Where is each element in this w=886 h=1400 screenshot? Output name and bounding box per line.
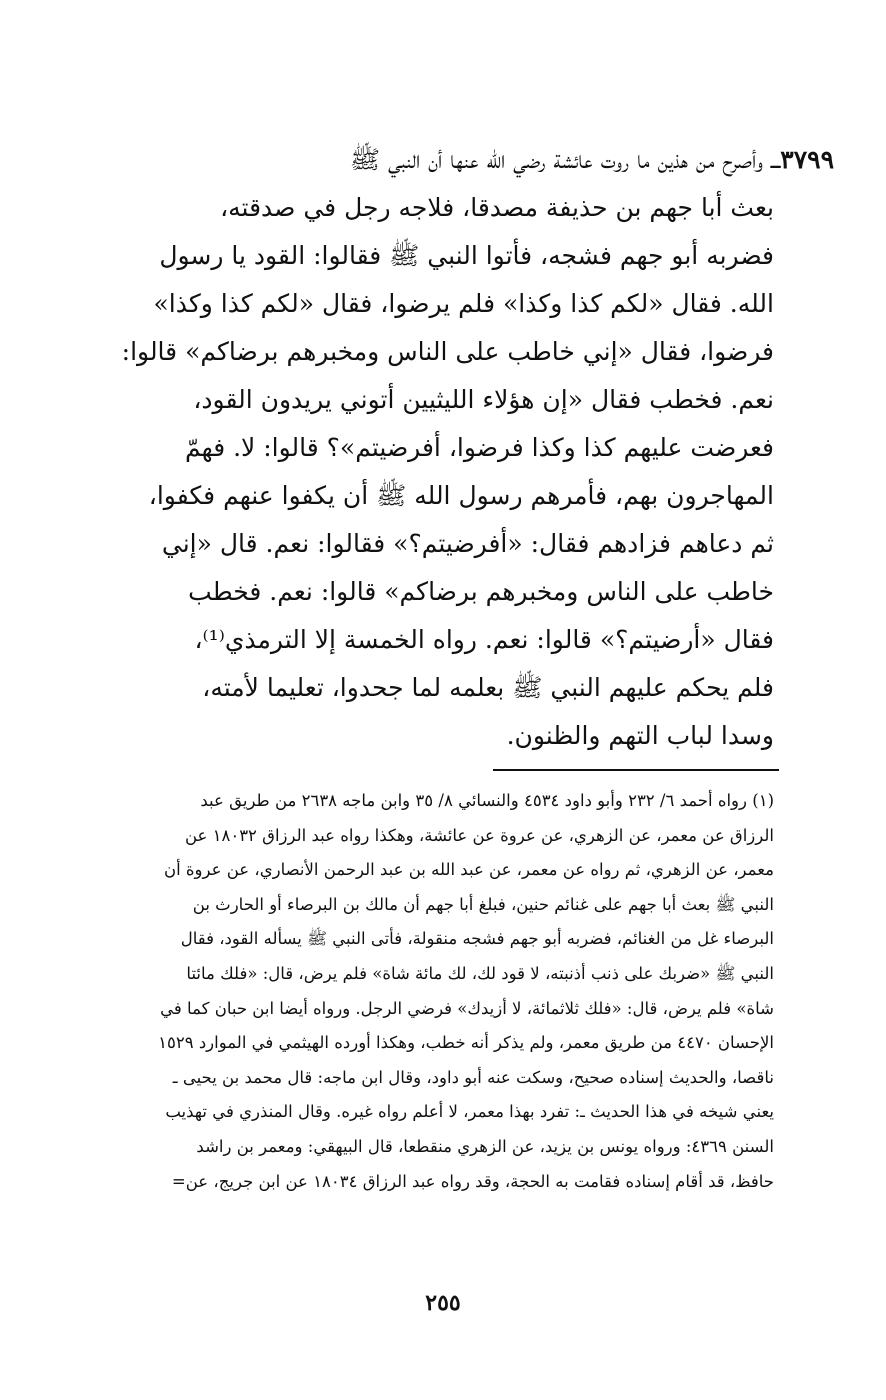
- footnote-line: النبي ﷺ بعث أبا جهم على غنائم حنين، فبلغ أبا جهم أن مالك بن البرصاء أو الحارث بن: [192, 894, 774, 914]
- footnote-line: حافظ، قد أقام إسناده فقامت به الحجة، وقد رواه عبد الرزاق ١٨٠٣٤ عن ابن جريج، عن=: [171, 1171, 774, 1191]
- footnote-line: (١) رواه أحمد ٦/ ٢٣٢ وأبو داود ٤٥٣٤ والنسائي ٨/ ٣٥ وابن ماجه ٢٦٣٨ من طريق عبد: [200, 791, 774, 810]
- main-text-line-content: ـــ وأصرح من هذين ما روت عائشة رضي الله عنها أن النبي ﷺ: [349, 145, 781, 174]
- main-text-line: فعرضت عليهم كذا وكذا فرضوا، أفرضيتم»؟ قالوا: لا. فهمّ: [185, 433, 774, 462]
- footnote-line: الإحسان ٤٤٧٠ من طريق معمر، ولم يذكر أنه خطب، وهكذا أورده الهيثمي في الموارد ١٥٢٩: [158, 1033, 774, 1053]
- main-text-line: ثم دعاهم فزادهم فقال: «أفرضيتم؟» فقالوا: نعم. قال «إني: [161, 529, 774, 558]
- footnotes: [100, 784, 774, 1199]
- main-text-line: الله. فقال «لكم كذا وكذا» فلم يرضوا، فقال «لكم كذا وكذا»: [153, 289, 774, 318]
- page-number: ٢٥٥: [425, 1290, 461, 1316]
- footnote-line: يعني شيخه في هذا الحديث ـ: تفرد بهذا معمر، لا أعلم رواه غيره. وقال المنذري في تهذيب: [165, 1102, 774, 1122]
- main-text-line: [100, 136, 834, 184]
- footnote-divider: [493, 769, 779, 771]
- footnote-line: البرصاء غل من الغنائم، فضربه أبو جهم فشجه منقولة، فأتى النبي ﷺ يسأله القود، فقال: [180, 929, 774, 949]
- footnote-line: معمر، عن الزهري، ثم رواه عن معمر، عن عبد الله بن عبد الرحمن الأنصاري، عن عروة أن: [163, 860, 774, 880]
- main-text-line: فضربه أبو جهم فشجه، فأتوا النبي ﷺ فقالوا: القود يا رسول: [159, 241, 774, 270]
- footnote-line: الرزاق عن معمر، عن الزهري، عن عروة عن عائشة، وهكذا رواه عبد الرزاق ١٨٠٣٢ عن: [184, 825, 774, 845]
- footnote-line: شاة» فلم يرض، قال: «فلك ثلاثمائة، لا أزيدك» فرضي الرجل. ورواه أيضا ابن حبان كما في: [160, 998, 774, 1018]
- main-text-line: نعم. فخطب فقال «إن هؤلاء الليثيين أتوني يريدون القود،: [193, 385, 774, 414]
- main-text-line: فقال «أرضيتم؟» قالوا: نعم. رواه الخمسة إلا الترمذي⁽¹⁾،: [194, 625, 774, 654]
- main-text-line: فرضوا، فقال «إني خاطب على الناس ومخبرهم برضاكم» قالوا:: [121, 337, 774, 366]
- main-text-line: بعث أبا جهم بن حذيفة مصدقا، فلاجه رجل في صدقته،: [220, 193, 774, 222]
- footnote-line: السنن ٤٣٦٩: ورواه يونس بن يزيد، عن الزهري منقطعا، قال البيهقي: ومعمر بن راشد: [196, 1136, 774, 1156]
- main-text-line: وسدا لباب التهم والظنون.: [506, 721, 774, 750]
- hadith-number: ٣٧٩٩: [780, 145, 834, 174]
- main-text-line: فلم يحكم عليهم النبي ﷺ بعلمه لما جحدوا، تعليما لأمته،: [202, 673, 774, 702]
- footnote-line: النبي ﷺ «ضربك على ذنب أذنبته، لا قود لك، لك مائة شاة» فلم يرض، قال: «فلك مائتا: [186, 963, 774, 983]
- main-text-line: خاطب على الناس ومخبرهم برضاكم» قالوا: نعم. فخطب: [188, 577, 774, 606]
- main-text: [100, 136, 834, 760]
- main-text-line: المهاجرون بهم، فأمرهم رسول الله ﷺ أن يكفوا عنهم فكفوا،: [148, 481, 774, 510]
- footnote-line: ناقصا، والحديث إسناده صحيح، وسكت عنه أبو داود، وقال ابن ماجه: قال محمد بن يحيى ـ: [172, 1067, 774, 1087]
